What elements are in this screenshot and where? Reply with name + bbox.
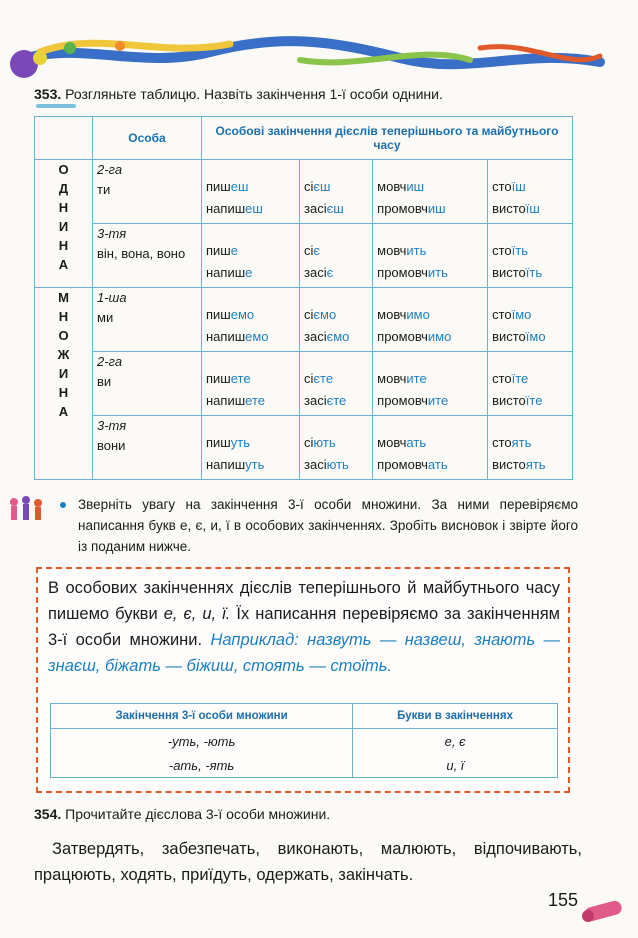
- verb-form: вистоїте: [492, 393, 543, 408]
- verb-form: пишеш: [206, 179, 249, 194]
- verb-ending: їть: [525, 265, 543, 280]
- vertical-letter: А: [58, 257, 69, 272]
- singular-label: [35, 160, 93, 288]
- verb-ending: иш: [427, 201, 446, 216]
- verb-ending: єш: [326, 201, 344, 216]
- verb-ending: емо: [230, 307, 255, 322]
- rule-table-header-right: Букви в закінченнях: [353, 704, 558, 729]
- verb-form: мовчать: [377, 435, 427, 450]
- verb-ending: ать: [427, 457, 448, 472]
- exercise-354-text: Затвердять, забезпечать, виконають, малюють, відпочивають, працюють, ходять, приїдуть, одержать, закінчать.: [34, 840, 582, 884]
- vertical-letter: Н: [58, 385, 69, 400]
- verb-ending: ете: [245, 393, 265, 408]
- pronoun: вони: [97, 438, 126, 453]
- rule-text: [48, 575, 560, 679]
- decorative-underline: [36, 104, 76, 108]
- verb-form-cell: [202, 416, 300, 480]
- rule-table-left: -ать, -ять: [51, 753, 353, 778]
- verb-form: засіємо: [304, 329, 350, 344]
- verb-form-cell: [202, 160, 300, 224]
- endings-table-row: [35, 416, 573, 480]
- verb-form: напишемо: [206, 329, 269, 344]
- rule-letters: е, є, и, ї.: [163, 605, 231, 623]
- verb-form: промовчить: [377, 265, 448, 280]
- header-person: Особа: [93, 117, 202, 160]
- verb-form: мовчиш: [377, 179, 425, 194]
- verb-form-cell: [202, 224, 300, 288]
- verb-form: стоїть: [492, 243, 528, 258]
- person-cell: [93, 288, 202, 352]
- verb-form: засієте: [304, 393, 347, 408]
- rule-table-header-left: Закінчення 3-ї особи множини: [51, 704, 353, 729]
- verb-form: вистоять: [492, 457, 546, 472]
- verb-form: мовчите: [377, 371, 427, 386]
- bullet-icon: [60, 502, 66, 508]
- verb-form: вистоїмо: [492, 329, 546, 344]
- verb-form: промовчать: [377, 457, 448, 472]
- verb-form-cell: [202, 288, 300, 352]
- rule-examples: назвуть — назвеш, знають — знаєш, біжать — біжиш, стоять — стоїть.: [48, 631, 561, 675]
- exercise-354-instruction: Прочитайте дієслова 3-ї особи множини.: [65, 806, 331, 822]
- scroll-icon: [578, 896, 628, 926]
- rule-table: [50, 703, 558, 778]
- verb-ending: имо: [427, 329, 452, 344]
- endings-table: [34, 116, 573, 480]
- verb-ending: ить: [406, 243, 427, 258]
- verb-form: сіємо: [304, 307, 337, 322]
- rule-example-label: Наприклад:: [210, 631, 299, 649]
- verb-ending: їть: [511, 243, 528, 258]
- verb-form: напише: [206, 265, 253, 280]
- plural-label: [35, 288, 93, 480]
- vertical-letter: Н: [58, 309, 69, 324]
- vertical-letter: М: [58, 290, 69, 305]
- person-label: 2-га: [97, 354, 123, 369]
- verb-form-cell: [373, 160, 488, 224]
- pronoun: ви: [97, 374, 112, 389]
- verb-form: пишемо: [206, 307, 255, 322]
- verb-ending: е: [230, 243, 238, 258]
- exercise-353-number: 353.: [34, 86, 62, 102]
- rule-text-after: Їх написання перевіряємо за закінченням 3-ї особи множини.: [48, 605, 560, 649]
- verb-ending: е: [245, 265, 253, 280]
- verb-form: сіють: [304, 435, 336, 450]
- verb-form: напишете: [206, 393, 265, 408]
- page-number: 155: [548, 890, 579, 910]
- verb-form: стоїмо: [492, 307, 532, 322]
- verb-form-cell: [300, 160, 373, 224]
- verb-ending: еш: [245, 201, 263, 216]
- verb-form-cell: [202, 352, 300, 416]
- verb-form-cell: [488, 224, 573, 288]
- pronoun: ми: [97, 310, 114, 325]
- verb-ending: ить: [427, 265, 448, 280]
- rule-table-left: -уть, -ють: [51, 729, 353, 754]
- verb-form-cell: [488, 416, 573, 480]
- verb-form-cell: [300, 352, 373, 416]
- verb-ending: ють: [313, 435, 336, 450]
- decorative-banner: [0, 0, 638, 90]
- endings-table-header: [35, 117, 573, 160]
- verb-form: вистоїть: [492, 265, 543, 280]
- verb-form: вистоїш: [492, 201, 540, 216]
- verb-ending: ите: [427, 393, 449, 408]
- verb-form-cell: [488, 160, 573, 224]
- verb-form: мовчимо: [377, 307, 430, 322]
- verb-form: пишете: [206, 371, 251, 386]
- verb-form: промовчимо: [377, 329, 452, 344]
- verb-ending: еш: [230, 179, 249, 194]
- header-endings: Особові закінчення дієслів теперішнього та майбутнього часу: [202, 117, 573, 160]
- verb-form: промовчите: [377, 393, 449, 408]
- verb-ending: є: [313, 243, 321, 258]
- verb-ending: емо: [245, 329, 269, 344]
- exercise-354-number: 354.: [34, 806, 62, 822]
- person-label: 3-тя: [97, 418, 127, 433]
- verb-form: напишеш: [206, 201, 263, 216]
- verb-form-cell: [373, 352, 488, 416]
- endings-table-row: [35, 224, 573, 288]
- rule-table-row: [51, 729, 558, 754]
- verb-form: засієш: [304, 201, 344, 216]
- person-label: 2-га: [97, 162, 123, 177]
- verb-form: сієш: [304, 179, 331, 194]
- vertical-letter: И: [58, 366, 69, 381]
- verb-ending: ють: [326, 457, 349, 472]
- verb-ending: уть: [230, 435, 250, 450]
- verb-ending: ете: [230, 371, 251, 386]
- verb-form-cell: [373, 224, 488, 288]
- rule-table-right: и, ї: [353, 753, 558, 778]
- verb-ending: ять: [511, 435, 532, 450]
- exercise-354-title: [34, 806, 330, 822]
- verb-ending: ять: [525, 457, 546, 472]
- vertical-letter: И: [58, 219, 69, 234]
- verb-form: сієте: [304, 371, 334, 386]
- verb-ending: уть: [245, 457, 265, 472]
- verb-form: мовчить: [377, 243, 427, 258]
- verb-ending: їмо: [511, 307, 532, 322]
- vertical-letter: Н: [58, 200, 69, 215]
- verb-form-cell: [488, 288, 573, 352]
- verb-ending: ємо: [326, 329, 350, 344]
- person-cell: [93, 160, 202, 224]
- rule-box: [36, 567, 570, 793]
- verb-form: пишуть: [206, 435, 250, 450]
- verb-form-cell: [373, 288, 488, 352]
- endings-table-row: [35, 288, 573, 352]
- rule-text-before: В особових закінченнях дієслів теперішнього й майбутнього часу пишемо букви: [48, 579, 560, 623]
- verb-ending: ать: [406, 435, 427, 450]
- verb-form: стоїш: [492, 179, 526, 194]
- pronoun: ти: [97, 182, 111, 197]
- vertical-letter: О: [58, 162, 69, 177]
- verb-ending: иш: [406, 179, 425, 194]
- verb-ending: имо: [406, 307, 430, 322]
- verb-form: промовчиш: [377, 201, 446, 216]
- endings-table-row: [35, 352, 573, 416]
- verb-form: засіють: [304, 457, 349, 472]
- rule-table-right: е, є: [353, 729, 558, 754]
- verb-ending: єте: [313, 371, 334, 386]
- endings-table-body: [35, 160, 573, 480]
- verb-ending: їте: [525, 393, 543, 408]
- vertical-letter: Ж: [57, 347, 70, 362]
- verb-ending: їш: [511, 179, 526, 194]
- person-cell: [93, 224, 202, 288]
- verb-form-cell: [300, 416, 373, 480]
- verb-ending: їш: [525, 201, 540, 216]
- verb-ending: єте: [326, 393, 347, 408]
- endings-table-row: [35, 160, 573, 224]
- exercise-353-title: [34, 86, 443, 102]
- verb-form: пише: [206, 243, 238, 258]
- vertical-letter: О: [58, 328, 69, 343]
- person-label: 1-ша: [97, 290, 127, 305]
- verb-ending: єш: [313, 179, 331, 194]
- rule-table-row: [51, 753, 558, 778]
- verb-ending: їте: [511, 371, 529, 386]
- verb-form: стоїте: [492, 371, 529, 386]
- verb-form: стоять: [492, 435, 532, 450]
- person-label: 3-тя: [97, 226, 127, 241]
- verb-ending: є: [326, 265, 334, 280]
- verb-ending: ите: [406, 371, 427, 386]
- exercise-353-instruction: Розгляньте таблицю. Назвіть закінчення 1-ї особи однини.: [65, 86, 443, 102]
- pronoun: він, вона, воно: [97, 246, 186, 261]
- verb-form-cell: [300, 224, 373, 288]
- vertical-letter: Н: [58, 238, 69, 253]
- vertical-letter: А: [58, 404, 69, 419]
- vertical-letter: Д: [58, 181, 69, 196]
- children-icon: [6, 494, 46, 528]
- verb-ending: ємо: [313, 307, 337, 322]
- person-cell: [93, 352, 202, 416]
- header-empty: [35, 117, 93, 160]
- verb-ending: їмо: [525, 329, 546, 344]
- person-cell: [93, 416, 202, 480]
- verb-form: напишуть: [206, 457, 265, 472]
- verb-form-cell: [300, 288, 373, 352]
- verb-form: засіє: [304, 265, 334, 280]
- note-text: Зверніть увагу на закінчення 3-ї особи множини. За ними перевіряємо написання букв е, є, и, ї в особових закінченнях. Зробіть висновок і звірте його із поданим нижче.: [78, 497, 578, 554]
- verb-form-cell: [373, 416, 488, 480]
- verb-form: сіє: [304, 243, 321, 258]
- verb-form-cell: [488, 352, 573, 416]
